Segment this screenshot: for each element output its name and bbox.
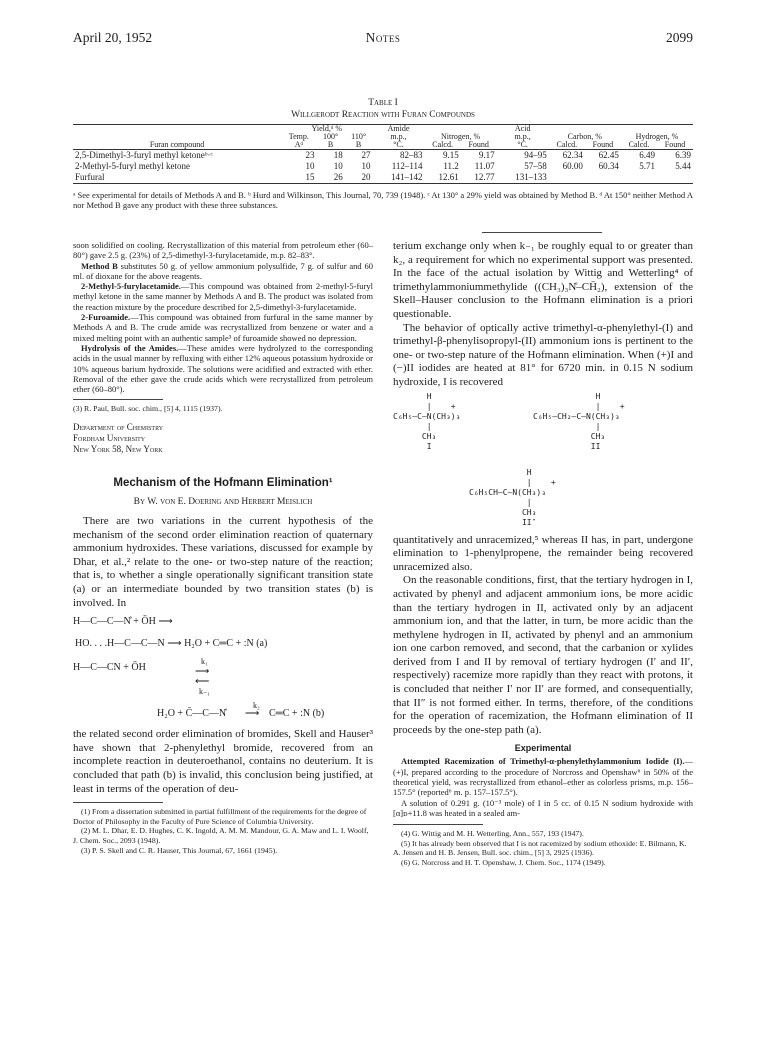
col-calcd: Calcd. [628, 140, 650, 149]
table-cell [621, 172, 657, 184]
table-cell: 82–83 [400, 150, 423, 160]
table-cell: 2,5-Dimethyl-3-furyl methyl ketoneᵇ·ᶜ [75, 150, 213, 160]
article-body [393, 534, 693, 738]
table-cell: 20 [361, 172, 371, 182]
table-cell: 12.77 [474, 172, 495, 182]
equation-a: HO. . . .H—C—C—N ⟶ H₂O + C═C + :N (a) [75, 638, 268, 650]
paragraph [73, 261, 373, 282]
run-in-heading: Hydrolysis of the Amides. [81, 342, 179, 353]
col-found: Found [468, 140, 489, 149]
experimental-continued [73, 240, 373, 394]
paragraph [73, 281, 373, 312]
section-title: Notes [365, 30, 401, 45]
table-cell: 62.45 [598, 150, 619, 160]
footnote-rule [73, 802, 163, 803]
table-title: Willgerodt Reaction with Furan Compounds [291, 110, 475, 120]
experimental-section [393, 756, 693, 818]
experimental-heading: Experimental [514, 743, 572, 754]
article-body [73, 515, 373, 610]
paragraph: There are two variations in the current hypothesis of the mechanism of the second order elimination reaction of quaternary ammonium hydroxides. These variations, discussed for example by Dhar, et al.,² relate to the one- or two-step nature of the reaction; that is, to whether a single operationally significant transition state (a) or an intermediate bounded by two transition states (b) is involved. In [73, 515, 373, 609]
article-authors: By W. von E. Doering and Herbert Meislich [133, 497, 313, 508]
paragraph: terium exchange only when k₋₁ be roughly equal to or greater than k₂, a requirement for which no experimental support was presented. In the face of the actual isolation by Wittig and Wetterling⁴ of trimethylammoniummethylide ((CH₃)₃N̊–CH̄₂), extension of the Skell–Hauser conclusion to the Hofmann elimination is a priori questionable. [393, 240, 693, 320]
paragraph [73, 312, 373, 343]
table-cell: 62.34 [562, 150, 583, 160]
col-acid-mp: m.p., [514, 132, 531, 141]
table-cell: 5.44 [675, 161, 691, 171]
article-body [73, 728, 373, 796]
rate-constant: k₂ [253, 701, 260, 711]
data-table [73, 124, 693, 184]
table-cell: 10 [305, 161, 315, 171]
paragraph-text: —(+)I, prepared according to the procedure of Norcross and Openshaw⁶ in 50% of the theoretical yield, was recrystallized from ethanol–ether as colorless prisms, m.p. 156–157.5° (reported⁶ m. p. 157–157.5°). [393, 756, 693, 798]
table-cell: 11.07 [474, 161, 495, 171]
right-column [393, 240, 693, 868]
running-header [73, 30, 693, 50]
table-cell: 11.2 [443, 161, 459, 171]
forward-arrow: ⟶ [245, 708, 260, 720]
table-cell: 141–142 [391, 172, 423, 182]
col-calcd: Calcd. [556, 140, 578, 149]
table-cell: Furfural [75, 172, 105, 182]
paragraph: On the reasonable conditions, first, that the tertiary hydrogen in I, activated by phenyl and adjacent ammonium ions, be more acidic than the tertiary hydrogen in II, activated only by an adjacent ammonium ion, and that the latter, in turn, be more acidic than the methylene hydrogen in II, activated by phenyl and an ammonium ion one carbon removed, and second, that the carbanion or xylides derived from I and II by removal of tertiary hydrogen (I′ and II′, respectively) racemize more rapidly than they react with protons, it is concluded that neither I′ nor II′ are formed, and consequentially, that II″ is not formed either. In terms, therefore, of the conditions for the operation of racemization, the Hofmann elimination of II proceeds by the one-step path (a). [393, 574, 693, 736]
affiliation-line: Fordham University [73, 433, 146, 444]
paragraph: quantitatively and unracemized,⁵ whereas II has, in part, undergone elimination to 1-phenylpropene, the remainder being recovered unracemized also. [393, 533, 693, 573]
paragraph: A solution of 0.291 g. (10⁻³ mole) of I in 5 cc. of 0.15 N sodium hydroxide with [α]ᴅ+11.8 was heated in a sealed am- [393, 797, 693, 818]
table-cell: 27 [361, 150, 371, 160]
table-cell: 12.61 [438, 172, 459, 182]
col-nitrogen: Nitrogen, % [441, 132, 481, 141]
table-cell: 9.17 [478, 150, 495, 160]
table-cell: 5.71 [639, 161, 656, 171]
forward-arrow: ⟶ [195, 666, 210, 678]
footnote-3: (3) R. Paul, Bull. soc. chim., [5] 4, 1115 (1937). [73, 404, 223, 414]
col-110: 110° [351, 132, 367, 141]
col-amide-mp: m.p., [390, 132, 407, 141]
table-cell: 131–133 [515, 172, 547, 182]
col-found: Found [664, 140, 686, 149]
paragraph-text: substitutes 50 g. of yellow ammonium polysulfide, 7 g. of sulfur and 60 ml. of dioxane for the above reagents. [73, 260, 374, 281]
col-carbon: Carbon, % [567, 132, 602, 141]
table-row [73, 161, 693, 172]
col-b2: B [355, 140, 362, 149]
structure-II: H | + C₆H₅—CH₂—C—N(CH₃)₃ | CH₃ II [533, 391, 625, 451]
equation-line: H—C—C—N̊ + ŌH ⟶ [73, 616, 173, 628]
table-cell [585, 172, 621, 184]
reaction-scheme [73, 616, 373, 724]
paragraph-text: —This compound was obtained from furfural in the same manner by Methods A and B. The crude amide was recrystallized from benzene or water and a mixed melting point with an authentic sample³ of furoamide showed no depression. [73, 312, 373, 343]
equation-b: C═C + :N (b) [269, 708, 325, 720]
paragraph [73, 343, 373, 394]
table-cell: 10 [333, 161, 343, 171]
table-cell: 57–58 [524, 161, 547, 171]
table-cell: 6.39 [675, 150, 691, 160]
col-found: Found [592, 140, 614, 149]
paragraph-text: —This compound was obtained from 2-methyl-5-furyl methyl ketone in the same manner by Methods A and B. The product was isolated from the reaction mixture by the procedure described for 2,5-dimethyl-3-furylacetamide. [73, 281, 373, 312]
divider [482, 232, 602, 233]
run-in-heading: 2-Methyl-5-furylacetamide. [81, 281, 181, 292]
paragraph-text: —These amides were hydrolyzed to the corresponding acids in the usual manner by refluxing with either 12% aqueous potassium hydroxide or 10% aqueous barium hydroxide. The solutions were acidified and extracted with ether. Removal of the ether gave the crude acids which were recrystallized from petroleum ether (60–80°). [73, 342, 373, 395]
structure-II-double-prime: H | + C₆H₅CH—C—N(CH₃)₃ | CH₃ II″ [469, 467, 556, 527]
paragraph [393, 756, 693, 797]
footnote-rule [73, 399, 163, 400]
affiliation-line: Department of Chemistry [73, 422, 164, 433]
paragraph: the related second order elimination of bromides, Skell and Hauser³ have shown that 2-phenylethyl bromide, recovered from an incomplete reaction in deuteroethanol, contains no deuterium. It is concluded that path (b) is invalid, this conclusion being justified, at least in terms of the operation of deu- [73, 728, 373, 795]
col-temp: Temp. [288, 132, 309, 141]
reverse-arrow: ⟵ [195, 676, 210, 688]
col-100: 100° [323, 132, 339, 141]
table-cell: 23 [305, 150, 315, 160]
table-cell: 94–95 [524, 150, 547, 160]
page-number: 2099 [666, 30, 693, 45]
col-acid-c: °C. [517, 140, 528, 149]
article-body [393, 240, 693, 390]
col-acid: Acid [514, 124, 531, 133]
table-cell: 9.15 [442, 150, 459, 160]
run-in-heading: Method B [81, 260, 118, 271]
table-cell: 60.00 [562, 161, 583, 171]
table-cell: 6.49 [639, 150, 656, 160]
rate-constant: k₋₁ [199, 687, 211, 697]
table-cell [549, 172, 585, 184]
table-cell: 10 [361, 161, 371, 171]
table-footnote: ᵃ See experimental for details of Methods A and B. ᵇ Hurd and Wilkinson, This Journal, 70, 739 (1948). ᶜ At 130° a 29% yield was obtained by Method B. ᵈ At 150° neither Method A nor Method B gave any product with these three substances. [73, 190, 693, 210]
equation-line: H—C—CN + ŌH [73, 662, 146, 674]
table-cell [657, 172, 693, 184]
equation-line: H₂O + C̄—C—N̊ [157, 708, 227, 720]
footnote: (3) P. S. Skell and C. R. Hauser, This Journal, 67, 1661 (1945). [81, 845, 278, 855]
col-calcd: Calcd. [432, 140, 453, 149]
paragraph: soon solidified on cooling. Recrystallization of this material from petroleum ether (60–80°) gave 2.5 g. (23%) of 2,5-dimethyl-3-furylacetamide, m.p. 82–83°. [73, 240, 373, 261]
run-in-heading: 2-Furoamide. [81, 312, 131, 323]
footnote: (1) From a dissertation submitted in partial fulfillment of the requirements for the degree of Doctor of Philosophy in the Faculty of Pure Science of Columbia University. [73, 807, 367, 826]
table-row [73, 150, 693, 162]
col-a: Aᵈ [294, 140, 303, 149]
footnote: (6) G. Norcross and H. T. Openshaw, J. Chem. Soc., 1174 (1949). [401, 858, 606, 867]
left-column [73, 240, 373, 855]
rate-constant: k₁ [201, 657, 208, 667]
issue-date: April 20, 1952 [73, 30, 153, 45]
footnote: (5) It has already been observed that I is not racemized by sodium ethoxide: E. Bilmann, K. A. Jensen and H. B. Jensen, Bull. soc. chim., [5] 3, 2925 (1936). [393, 838, 687, 858]
col-compound: Furan compound [149, 140, 205, 149]
col-b1: B [327, 140, 334, 149]
affiliation-line: New York 58, New York [73, 444, 163, 455]
run-in-heading: Attempted Racemization of Trimethyl-α-phenylethylammonium Iodide (I). [401, 756, 685, 767]
table-cell: 60.34 [598, 161, 619, 171]
article-title: Mechanism of the Hofmann Elimination¹ [113, 477, 333, 490]
structure-diagrams [393, 392, 693, 534]
table-cell: 112–114 [391, 161, 423, 171]
col-hydrogen: Hydrogen, % [635, 132, 679, 141]
table-label: Table I [368, 98, 398, 108]
table-cell: 15 [305, 172, 315, 182]
col-amide-c: °C. [393, 140, 404, 149]
col-yield: Yield,ᵈ % [311, 124, 343, 133]
col-amide: Amide [387, 124, 410, 133]
footnotes [393, 829, 693, 867]
table-cell: 2-Methyl-5-furyl methyl ketone [75, 161, 190, 171]
footnote: (4) G. Wittig and M. H. Wetterling, Ann., 557, 193 (1947). [401, 829, 584, 839]
paragraph: The behavior of optically active trimethyl-α-phenylethyl-(I) and trimethyl-β-phenylisopropyl-(II) ammonium ions is pertinent to the one- or two-step nature of the Hofmann elimination. When (+)I and (−)II iodides are heated at 81° for 6720 min. in 0.15 N sodium hydroxide, I is recovered [393, 321, 693, 388]
table-cell: 18 [333, 150, 343, 160]
table-cell: 26 [333, 172, 343, 182]
footnote-rule [393, 824, 483, 825]
structure-I: H | + C₆H₅—C—N(CH₃)₃ | CH₃ I [393, 391, 461, 451]
footnote: (2) M. L. Dhar, E. D. Hughes, C. K. Ingold, A. M. M. Mandour, G. A. Maw and L. I. Woolf, J. Chem. Soc., 2093 (1948). [73, 826, 369, 845]
footnotes [73, 807, 373, 855]
affiliation [73, 422, 373, 455]
table-row [73, 172, 693, 184]
